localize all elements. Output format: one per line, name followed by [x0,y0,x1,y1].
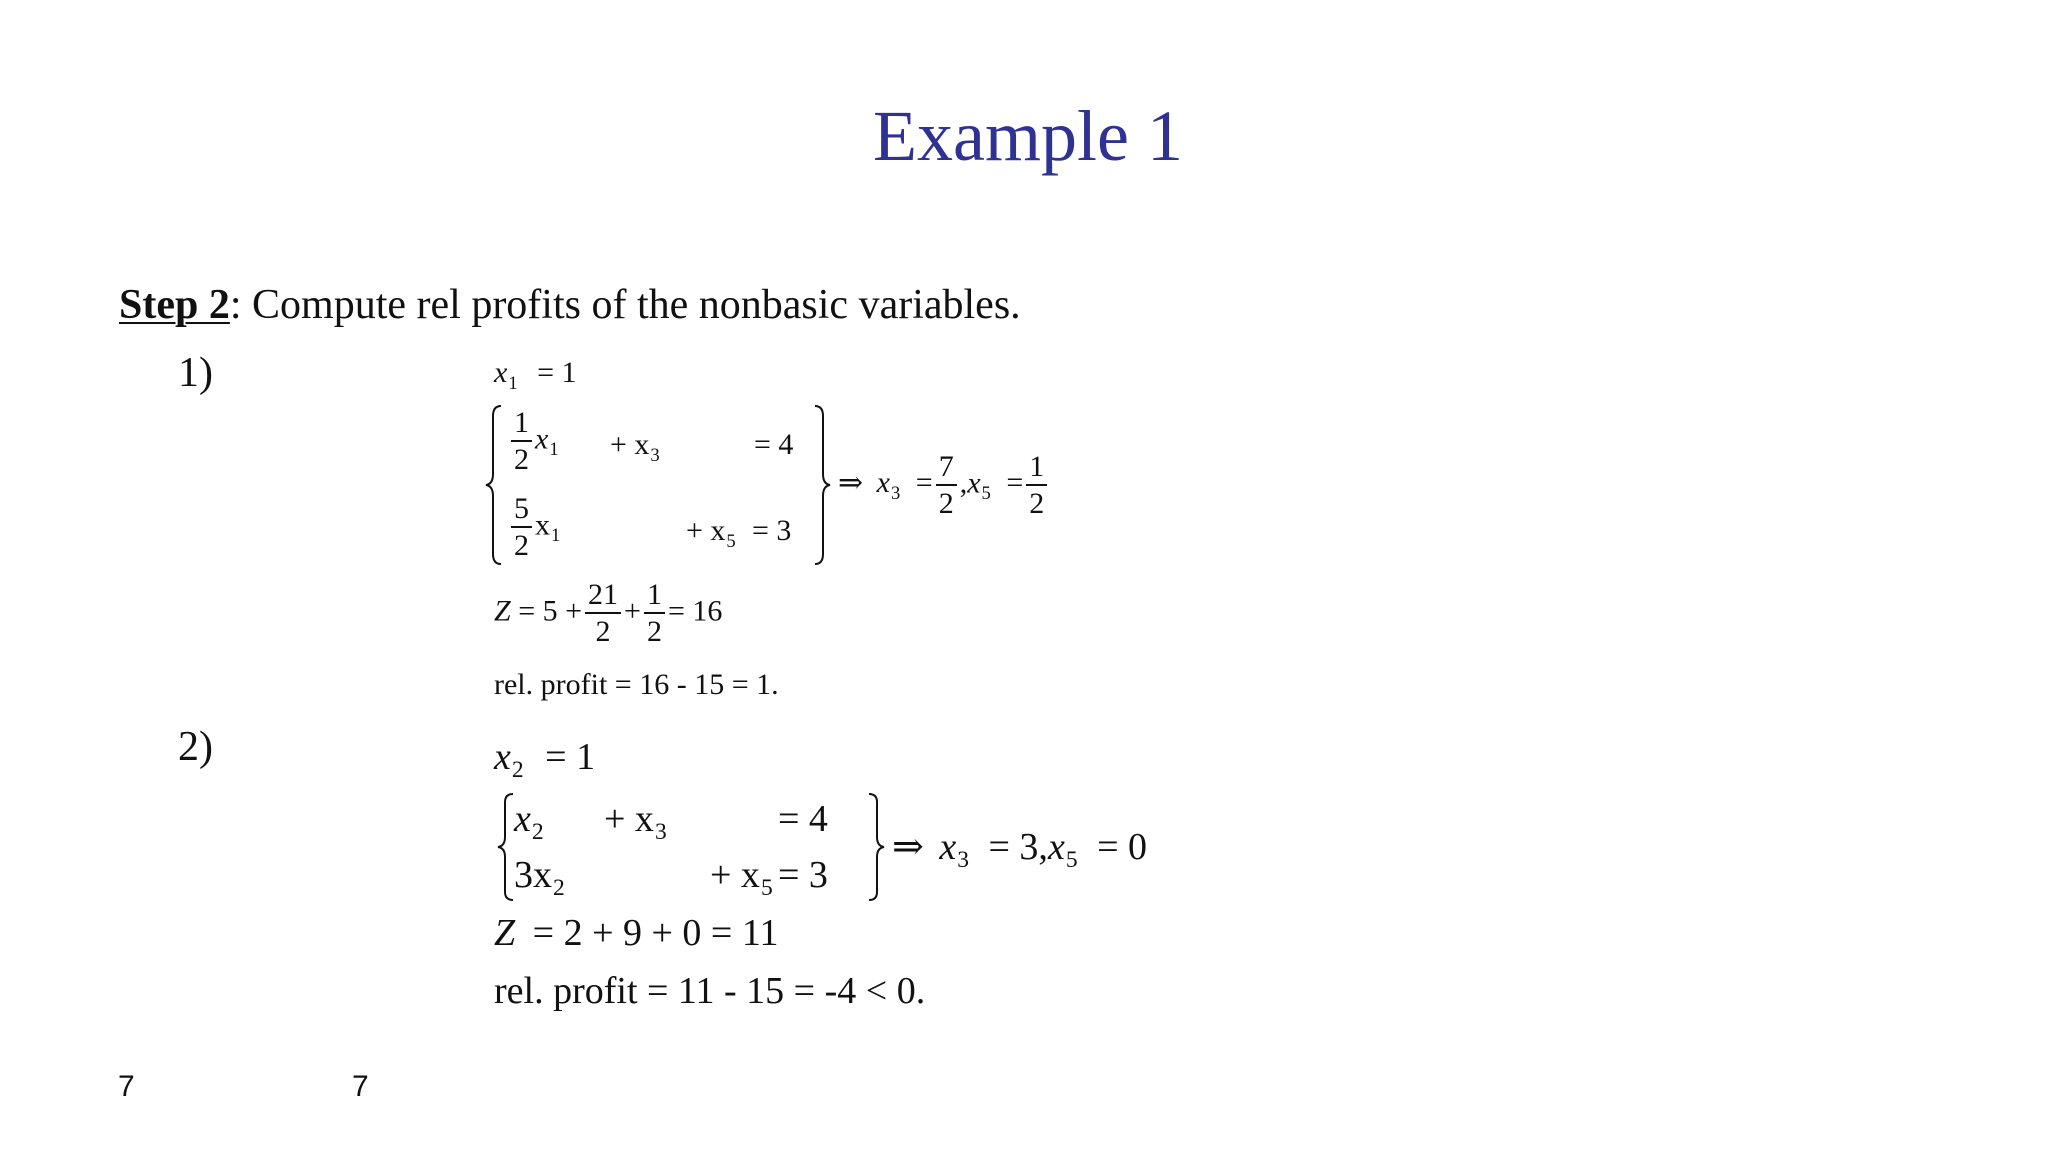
case-2-left-brace [496,792,516,902]
case-1-row-1-rhs: = 4 [754,428,794,461]
fraction: $\frac{21}{2}$ [585,580,621,647]
fraction: $\frac{5}{2}$ [511,494,532,561]
case-1-row-2-term: + $x_5$ [686,514,736,552]
footer-page-number-right: 7 [352,1070,369,1103]
case-1-right-brace [812,404,832,566]
case-1-rel-profit: rel. profit = 16 - 15 = 1. [494,668,779,701]
implies-arrow: ⇒ [892,826,924,868]
fraction: $\frac{1}{2}$ [644,580,665,647]
step-heading [119,284,1021,326]
step-label: Step 2 [119,282,230,328]
fraction: $\frac{7}{2}$ [936,452,957,519]
case-1-row-1-term: + $x_3$ [610,428,660,466]
fraction: $\frac{1}{2}$ [1026,452,1047,519]
case-1-objective: Z = 5 + $\frac{21}{2}$ + $\frac{1}{2}$ = 16 [494,578,723,648]
case-2-number: 2) [178,724,213,770]
case-1-system-row-2: $\frac{5}{2}$ $x_1$ [508,494,560,561]
case-2-system-row-1: $x_2$ [514,798,544,846]
footer-page-number-left: 7 [118,1070,135,1103]
case-2-init-equation: $x_2 = 1$ [494,736,596,784]
case-1-row-2-rhs: = 3 [752,514,792,547]
case-1-init-equation: $x_1 = 1$ [494,356,577,394]
case-2-objective: Z = 2 + 9 + 0 = 11 [494,912,779,954]
case-2-row-2-term: + $x_5$ [710,854,773,902]
case-1-number: 1) [178,350,213,396]
implies-arrow: ⇒ [838,466,864,500]
fraction: $\frac{1}{2}$ [511,408,532,475]
case-2-rel-profit: rel. profit = 11 - 15 = -4 < 0. [494,970,926,1012]
case-2-row-2-rhs: = 3 [778,854,828,896]
slide-title: Example 1 [873,96,1183,176]
step-text: : Compute rel profits of the nonbasic variables. [229,282,1021,328]
case-1-result: ⇒ $x_3$ = $\frac{7}{2}$ $,x_5$ = $\frac{1}{2}$ [838,452,1050,519]
case-1-system-row-1: $\frac{1}{2}$ $x_1$ [508,408,559,475]
case-2-right-brace [866,792,886,902]
case-2-system-row-2: $3x_2$ [514,854,565,902]
case-2-result: ⇒ $x_3 = 3,x_5 = 0$ [892,826,1148,874]
case-2-row-1-term: + $x_3$ [604,798,667,846]
case-1-left-brace [484,404,504,566]
case-2-row-1-rhs: = 4 [778,798,828,840]
